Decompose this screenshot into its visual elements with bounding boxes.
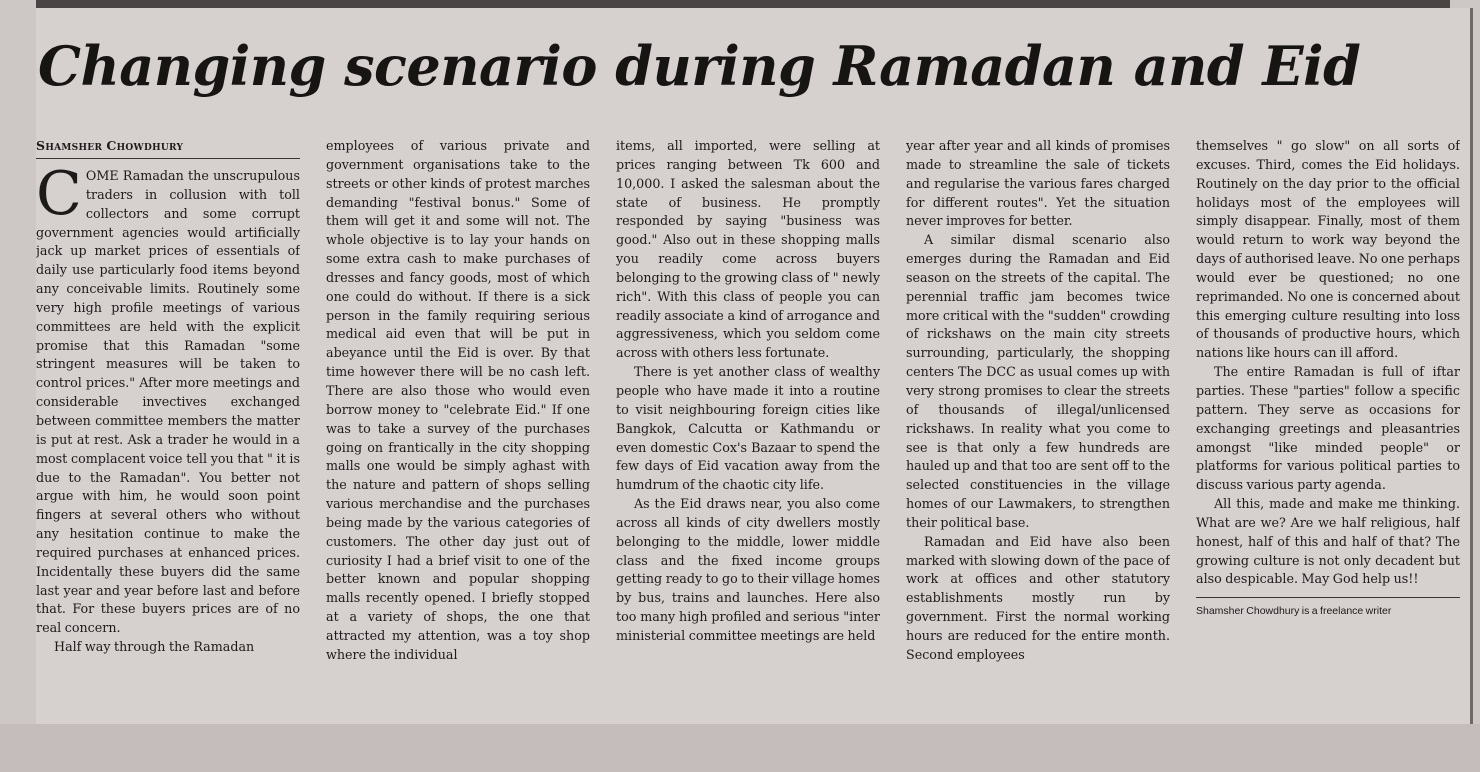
right-column-rule xyxy=(1470,8,1473,724)
column-1 xyxy=(36,137,300,723)
lead-paragraph-text: OME Ramadan the unscrupulous traders in collusion with toll collectors and some corrupt government agencies would artificially jack up market prices of essentials of daily use particularly food items beyond any conceivable limits. Routinely some very high profile meetings of various committees are held with the explicit promise that this Ramadan "some stringent measures will be taken to control prices." After more meetings and considerable invectives exchanged between committee members the matter is put at rest. Ask a trader he would in a most complacent voice tell you that " it is due to the Ramadan". You better not argue with him, he would soon point fingers at several others who without any hesitation continue to make the required purchases at enhanced prices. Incidentally these buyers did the same last year and year before last and before that. For these buyers prices are of no real concern. xyxy=(36,168,300,636)
headline: Changing scenario during Ramadan and Eid xyxy=(38,34,1361,98)
paragraph: All this, made and make me thinking. What are we? Are we half religious, half honest, half of this and half of that? The growing culture is not only decadent but also despicable. May God help us!! xyxy=(1196,496,1460,587)
paragraph: The entire Ramadan is full of iftar parties. These "parties" follow a specific pattern. They serve as occasions for exchanging greetings and pleasantries amongst "like minded people" or platforms for various political parties to discuss various party agenda. xyxy=(1196,364,1460,493)
top-rule xyxy=(36,0,1450,8)
column-4 xyxy=(906,137,1170,723)
column-2 xyxy=(326,137,590,723)
bottom-margin xyxy=(0,724,1480,772)
column-5 xyxy=(1196,137,1460,723)
paragraph: employees of various private and government organisations take to the streets or other kinds of protest marches demanding "festival bonus." Some of them will get it and some will not. The whole objective is to lay your hands on some extra cash to make purchases of dresses and fancy goods, most of which one could do without. If there is a sick person in the family requiring serious medical aid even that will be put in abeyance until the Eid is over. By that time however there will be no cash left. There are also those who would even borrow money to "celebrate Eid." If one was to take a survey of the purchases going on frantically in the city shopping malls one would be simply aghast with the nature and pattern of shops selling various merchandise and the purchases being made by the various categories of customers. The other day just out of curiosity I had a brief visit to one of the better known and popular shopping malls recently opened. I briefly stopped at a variety of shops, the one that attracted my attention, was a toy shop where the individual xyxy=(326,138,590,662)
paragraph: Half way through the Ramadan xyxy=(54,639,255,655)
paragraph: items, all imported, were selling at prices ranging between Tk 600 and 10,000. I asked the salesman about the state of business. He promptly responded by saying "business was good." Also out in these shopping malls you readily come across buyers belonging to the growing class of " newly rich". With this class of people you can readily associate a kind of arrogance and aggressiveness, which you seldom come across with others less fortunate. xyxy=(616,138,880,361)
paragraph: Ramadan and Eid have also been marked with slowing down of the pace of work at offices and other statutory establishments mostly run by government. First the normal working hours are reduced for the entire month. Second employees xyxy=(906,533,1170,662)
paragraph: As the Eid draws near, you also come across all kinds of city dwellers mostly belonging to the middle, lower middle class and the fixed income groups getting ready to go to their village homes by bus, trains and launches. Here also too many high profiled and serious "inter ministerial committee meetings are held xyxy=(616,496,880,643)
paragraph: year after year and all kinds of promises made to streamline the sale of tickets and regularise the various fares charged for different routes". Yet the situation never improves for better. xyxy=(906,138,1170,229)
column-3 xyxy=(616,137,880,723)
drop-cap: C xyxy=(36,159,82,229)
byline: Shamsher Chowdhury xyxy=(36,137,300,159)
paragraph: themselves " go slow" on all sorts of excuses. Third, comes the Eid holidays. Routinely on the day prior to the official holidays most of the employees will simply disappear. Finally, most of them would return to work way beyond the days of authorised leave. No one perhaps would ever be questioned; no one reprimanded. No one is concerned about this emerging culture resulting into loss of thousands of productive hours, which nations like hours can ill afford. xyxy=(1196,138,1460,361)
paragraph: A similar dismal scenario also emerges during the Ramadan and Eid season on the streets of the capital. The perennial traffic jam becomes twice more critical with the "sudden" crowding of rickshaws on the main city streets surrounding, particularly, the shopping centers The DCC as usual comes up with very strong promises to clear the streets of thousands of illegal/unlicensed rickshaws. In reality what you come to see is that only a few hundreds are hauled up and that too are sent off to the selected constituencies in the village homes of our Lawmakers, to strengthen their political base. xyxy=(906,232,1170,530)
paragraph: There is yet another class of wealthy people who have made it into a routine to visit neighbouring foreign cities like Bangkok, Calcutta or Kathmandu or even domestic Cox's Bazaar to spend the few days of Eid vacation away from the humdrum of the chaotic city life. xyxy=(616,364,880,493)
author-note: Shamsher Chowdhury is a freelance writer xyxy=(1196,597,1460,618)
lead-paragraph xyxy=(36,159,300,638)
